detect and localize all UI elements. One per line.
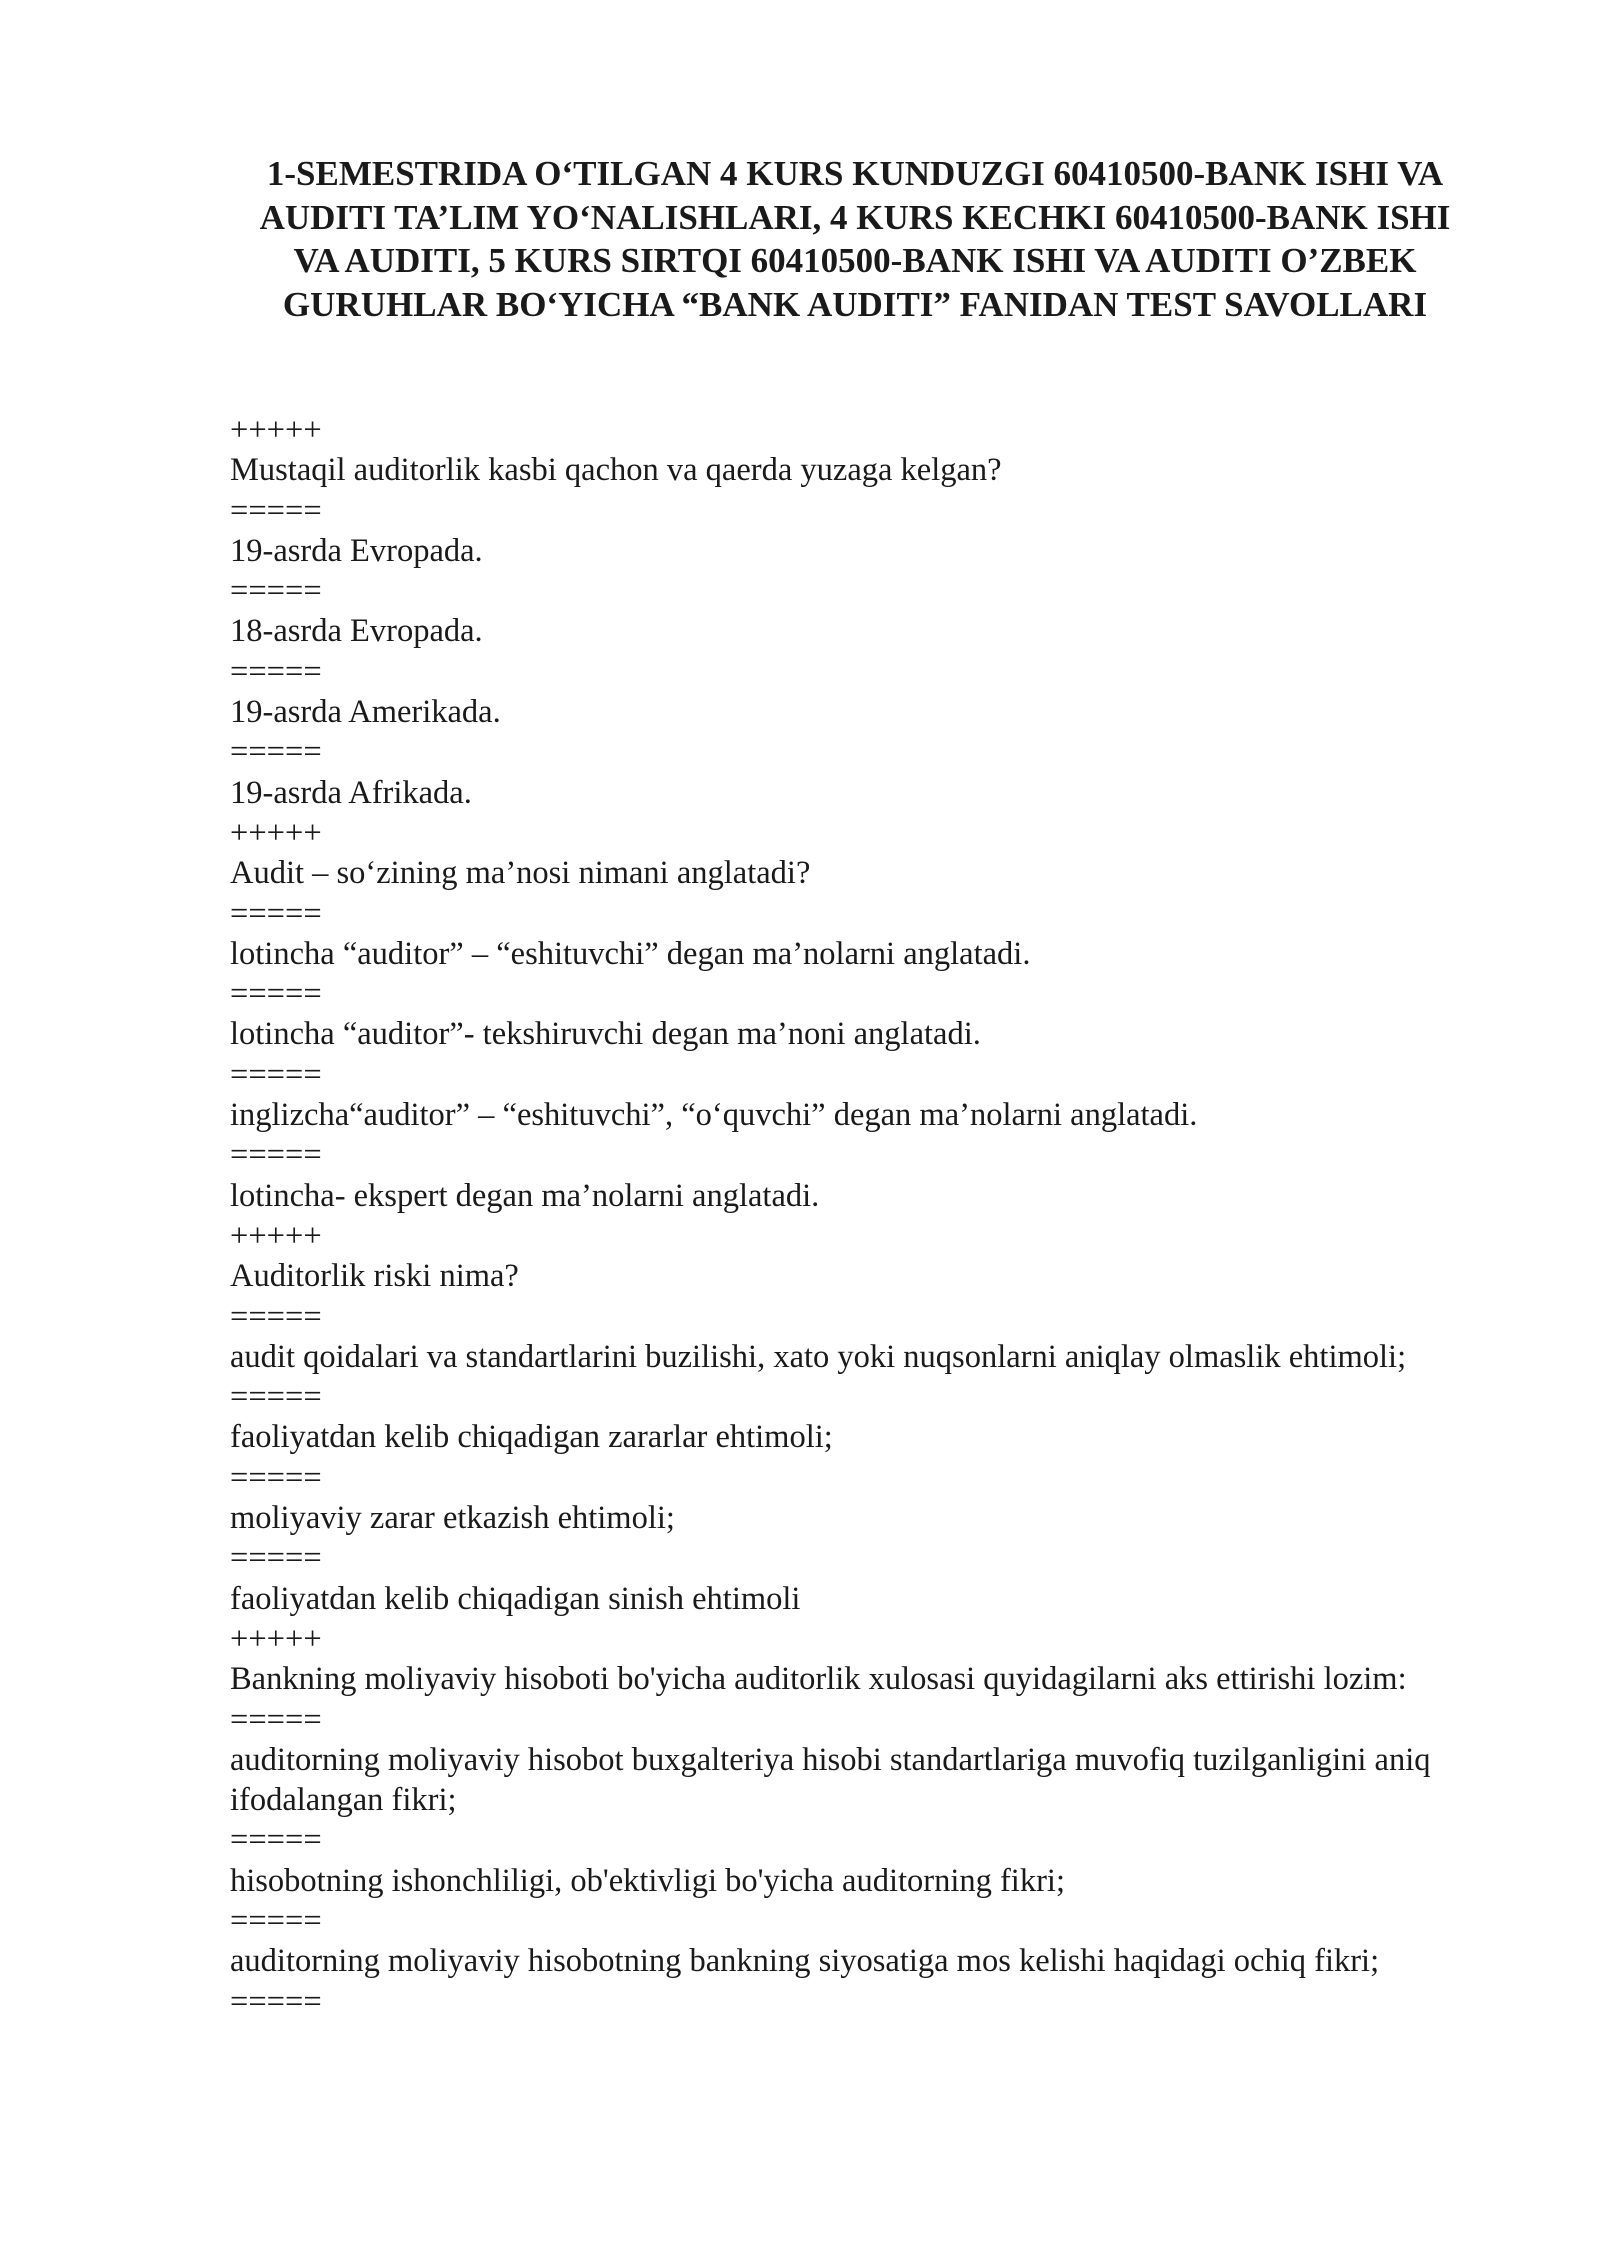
answer-option: 19-asrda Amerikada. <box>230 694 501 731</box>
answer-separator: ===== <box>230 1540 322 1577</box>
answer-option: audit qoidalari va standartlarini buzilishi, xato yoki nuqsonlarni aniqlay olmaslik ehtimoli; <box>230 1338 1407 1375</box>
answer-option: lotincha “auditor”- tekshiruvchi degan ma’noni anglatadi. <box>230 1016 981 1053</box>
answer-option: 19-asrda Evropada. <box>230 532 483 569</box>
question-separator: +++++ <box>230 1217 322 1254</box>
answer-separator: ===== <box>230 573 322 610</box>
answer-option: hisobotning ishonchliligi, ob'ektivligi bo'yicha auditorning fikri; <box>230 1862 1065 1899</box>
answer-option: lotincha- ekspert degan ma’nolarni anglatadi. <box>230 1177 820 1214</box>
answer-separator: ===== <box>230 1983 322 2020</box>
answer-separator: ===== <box>230 1056 322 1093</box>
answer-option: inglizcha“auditor” – “eshituvchi”, “o‘quvchi” degan ma’nolarni anglatadi. <box>230 1097 1198 1134</box>
answer-separator: ===== <box>230 653 322 690</box>
question-text: Audit – so‘zining ma’nosi nimani anglatadi? <box>230 855 811 892</box>
question-text: Mustaqil auditorlik kasbi qachon va qaerda yuzaga kelgan? <box>230 452 1002 489</box>
answer-separator: ===== <box>230 734 322 771</box>
answer-separator: ===== <box>230 1902 322 1939</box>
question-separator: +++++ <box>230 412 322 448</box>
answer-separator: ===== <box>230 1298 322 1335</box>
answer-separator: ===== <box>230 492 322 529</box>
answer-option: auditorning moliyaviy hisobot buxgalteriya hisobi standartlariga muvofiq tuzilganligini aniq ifodalangan fikri; <box>230 1741 1431 1819</box>
question-separator: +++++ <box>230 814 322 851</box>
answer-option: moliyaviy zarar etkazish ehtimoli; <box>230 1500 675 1537</box>
answer-option: 19-asrda Afrikada. <box>230 774 472 811</box>
answer-option: 18-asrda Evropada. <box>230 613 483 650</box>
answer-separator: ===== <box>230 1459 322 1496</box>
test-questions <box>230 410 1490 2022</box>
answer-separator: ===== <box>230 1822 322 1859</box>
question-text: Bankning moliyaviy hisoboti bo'yicha auditorlik xulosasi quyidagilarni aks ettirishi lozim: <box>230 1661 1407 1698</box>
answer-option: lotincha “auditor” – “eshituvchi” degan ma’nolarni anglatadi. <box>230 935 1031 972</box>
answer-option: auditorning moliyaviy hisobotning bankning siyosatiga mos kelishi haqidagi ochiq fikri; <box>230 1943 1380 1980</box>
page-title: 1-SEMESTRIDA O‘TILGAN 4 KURS KUNDUZGI 60410500-BANK ISHI VA AUDITI TA’LIM YO‘NALISHLARI, 4 KURS KECHKI 60410500-BANK ISHI VA AUDITI, 5 KURS SIRTQI 60410500-BANK ISHI VA AUDITI O’ZBEK GURUHLAR BO‘YICHA “BANK AUDITI” FANIDAN TEST SAVOLLARI <box>259 154 1451 324</box>
answer-separator: ===== <box>230 895 322 932</box>
answer-separator: ===== <box>230 1701 322 1738</box>
answer-separator: ===== <box>230 1137 322 1174</box>
question-separator: +++++ <box>230 1620 322 1657</box>
answer-option: faoliyatdan kelib chiqadigan sinish ehtimoli <box>230 1580 801 1617</box>
question-text: Auditorlik riski nima? <box>230 1258 519 1295</box>
answer-separator: ===== <box>230 1379 322 1416</box>
answer-separator: ===== <box>230 976 322 1013</box>
answer-option: faoliyatdan kelib chiqadigan zararlar ehtimoli; <box>230 1419 833 1456</box>
